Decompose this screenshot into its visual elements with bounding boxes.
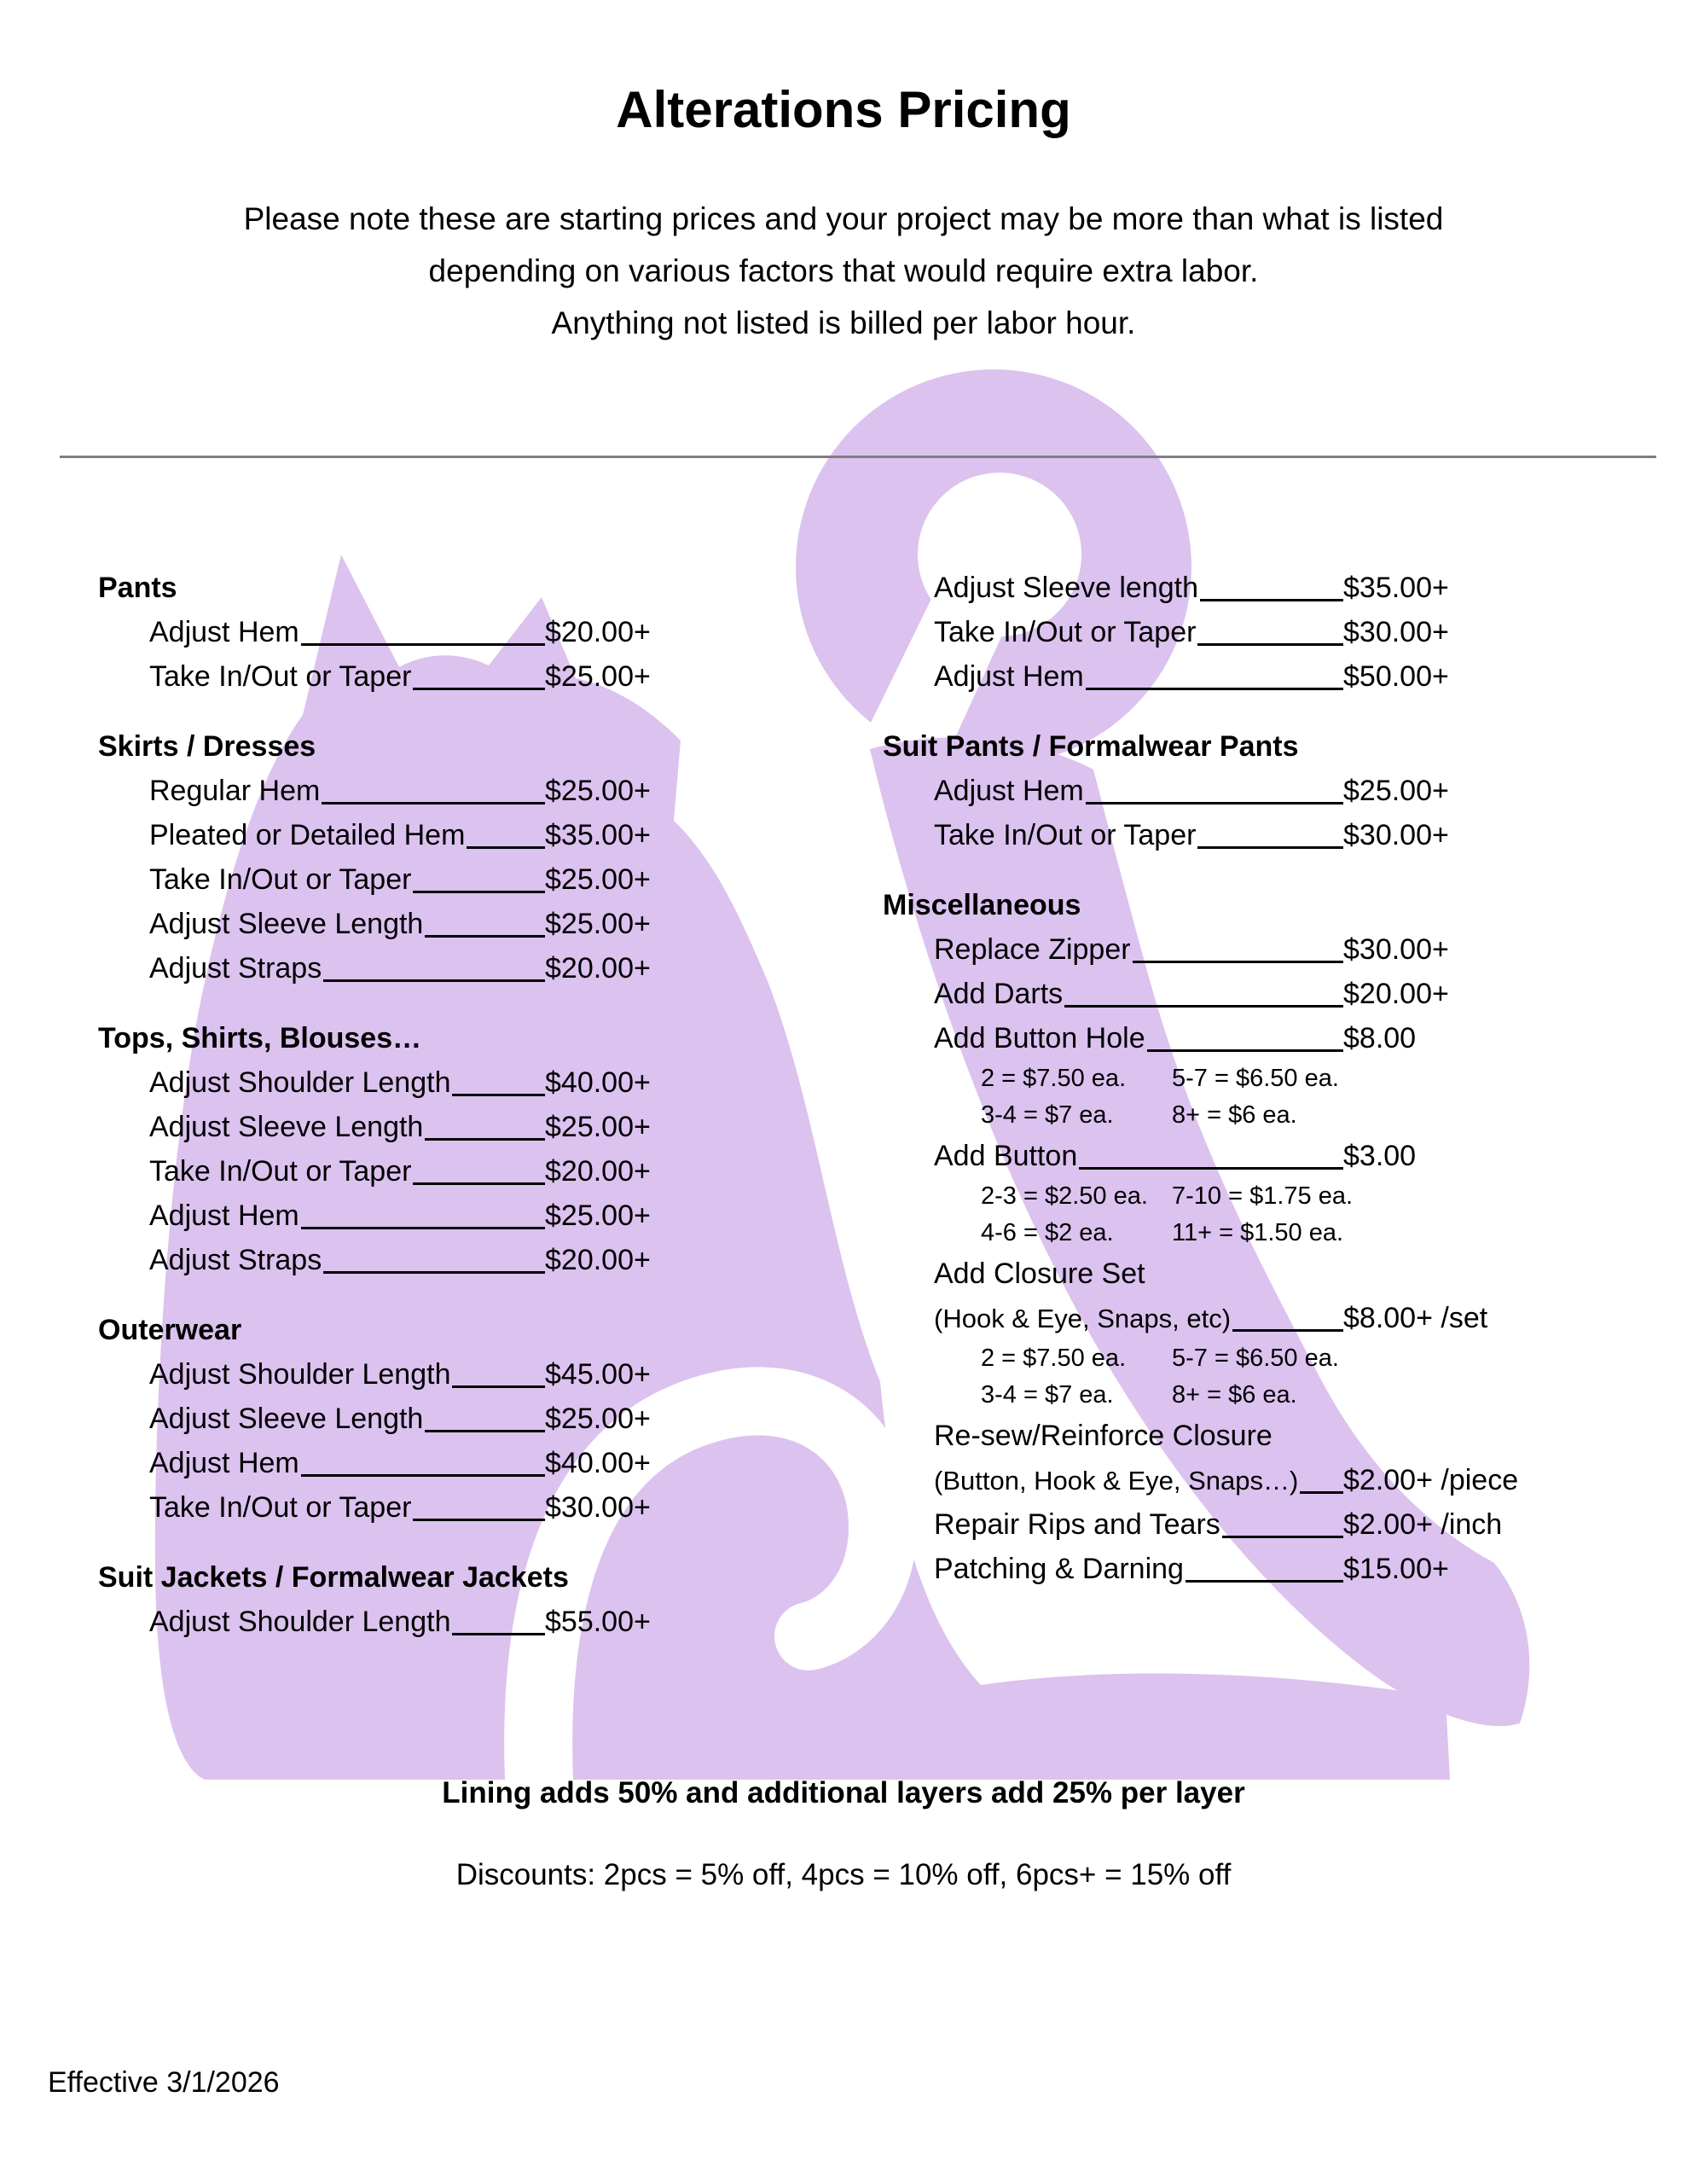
price-row-adjust-hem <box>98 1441 675 1485</box>
lining-note: Lining adds 50% and additional layers add 25% per layer <box>442 1776 1245 1809</box>
price-row-add-button <box>883 1134 1626 1178</box>
underline-leader <box>1200 599 1343 601</box>
price-row-button-hook-eye-snaps <box>883 1458 1626 1502</box>
item-label: Take In/Out or Taper <box>149 1155 412 1188</box>
price-row-pleated-or-detailed-hem <box>98 813 675 857</box>
item-label: Adjust Sleeve Length <box>149 908 424 940</box>
intro-note-line: depending on various factors that would require extra labor. <box>428 253 1259 288</box>
quantity-pricing-row <box>883 1215 1626 1252</box>
item-label: Repair Rips and Tears <box>934 1508 1220 1541</box>
quantity-pricing-row <box>883 1178 1626 1215</box>
section-suit-pants-formalwear-pants <box>883 724 1626 857</box>
section-pants <box>98 566 675 699</box>
price-row-adjust-straps <box>98 946 675 990</box>
quantity-price: 8+ = $6 ea. <box>1172 1381 1297 1409</box>
underline-leader <box>413 688 545 690</box>
item-price: $3.00 <box>1343 1140 1417 1172</box>
item-label: (Hook & Eye, Snaps, etc) <box>934 1304 1232 1333</box>
divider-line <box>60 456 1656 458</box>
item-price: $20.00+ <box>545 1155 651 1188</box>
underline-leader <box>1079 1167 1343 1170</box>
underline-leader <box>323 979 545 982</box>
item-label: Take In/Out or Taper <box>149 1491 412 1524</box>
section-heading: Outerwear <box>98 1314 242 1346</box>
quantity-price: 2 = $7.50 ea. <box>981 1065 1127 1092</box>
underline-leader <box>1086 688 1343 690</box>
price-row-adjust-sleeve-length <box>98 902 675 946</box>
item-price: $8.00 <box>1343 1022 1417 1054</box>
quantity-price: 3-4 = $7 ea. <box>981 1101 1114 1129</box>
item-price: $25.00+ <box>1343 775 1449 807</box>
price-row-take-in-out-or-taper <box>98 1149 675 1194</box>
item-label: Take In/Out or Taper <box>149 863 412 896</box>
item-price: $25.00+ <box>545 1199 651 1232</box>
intro-note-line: Anything not listed is billed per labor hour. <box>551 305 1136 340</box>
price-row-adjust-hem <box>883 769 1626 813</box>
underline-leader <box>1232 1329 1343 1332</box>
item-price: $15.00+ <box>1343 1553 1449 1585</box>
quantity-pricing-row <box>883 1060 1626 1097</box>
item-price: $30.00+ <box>1343 933 1449 966</box>
underline-leader <box>452 1633 545 1635</box>
underline-leader <box>301 1227 545 1229</box>
underline-leader <box>1300 1491 1343 1494</box>
item-price: $30.00+ <box>1343 616 1449 648</box>
item-label: (Button, Hook & Eye, Snaps…) <box>934 1466 1299 1496</box>
price-column-right <box>883 566 1626 1591</box>
item-label: Adjust Shoulder Length <box>149 1606 451 1638</box>
section-heading: Suit Jackets / Formalwear Jackets <box>98 1561 569 1594</box>
section-outerwear <box>98 1308 675 1530</box>
quantity-pricing-row <box>883 1377 1626 1414</box>
underline-leader <box>467 846 545 849</box>
underline-leader <box>413 1182 545 1185</box>
quantity-price: 2-3 = $2.50 ea. <box>981 1182 1148 1210</box>
item-price: $20.00+ <box>545 1244 651 1276</box>
price-row-take-in-out-or-taper <box>98 654 675 699</box>
item-label: Adjust Sleeve length <box>934 572 1198 604</box>
underline-leader <box>425 1138 545 1141</box>
item-label: Adjust Hem <box>934 775 1084 807</box>
price-row-take-in-out-or-taper <box>883 610 1626 654</box>
quantity-price: 11+ = $1.50 ea. <box>1172 1219 1344 1246</box>
quantity-price: 2 = $7.50 ea. <box>981 1345 1127 1372</box>
section-heading: Skirts / Dresses <box>98 730 316 763</box>
underline-leader <box>1133 961 1343 963</box>
quantity-pricing-row <box>883 1340 1626 1377</box>
item-label: Add Closure Set <box>934 1258 1145 1290</box>
price-row-adjust-shoulder-length <box>98 1600 675 1644</box>
price-row-take-in-out-or-taper <box>98 857 675 902</box>
item-label: Adjust Hem <box>934 660 1084 693</box>
underline-leader <box>452 1094 545 1096</box>
item-price: $25.00+ <box>545 775 651 807</box>
discounts-note: Discounts: 2pcs = 5% off, 4pcs = 10% off, 6pcs+ = 15% off <box>455 1858 1232 1891</box>
underline-leader <box>413 891 545 893</box>
item-price: $55.00+ <box>545 1606 651 1638</box>
underline-leader <box>301 1474 545 1477</box>
item-label: Adjust Hem <box>149 616 299 648</box>
item-label: Regular Hem <box>149 775 321 807</box>
item-label: Adjust Shoulder Length <box>149 1358 451 1391</box>
section-heading: Suit Pants / Formalwear Pants <box>883 730 1299 763</box>
item-label: Take In/Out or Taper <box>934 616 1197 648</box>
quantity-pricing-row <box>883 1097 1626 1134</box>
price-row-adjust-sleeve-length <box>98 1397 675 1441</box>
item-price: $50.00+ <box>1343 660 1449 693</box>
price-row-adjust-sleeve-length <box>98 1105 675 1149</box>
price-row-adjust-straps <box>98 1238 675 1282</box>
item-price: $25.00+ <box>545 863 651 896</box>
page-title: Alterations Pricing <box>616 81 1071 138</box>
underline-leader <box>1222 1536 1343 1538</box>
item-price: $2.00+ /inch <box>1343 1508 1503 1541</box>
price-row-repair-rips-and-tears <box>883 1502 1626 1547</box>
section-miscellaneous <box>883 883 1626 1591</box>
item-label: Adjust Hem <box>149 1447 299 1479</box>
underline-leader <box>452 1385 545 1388</box>
price-row-adjust-shoulder-length <box>98 1352 675 1397</box>
price-row-regular-hem <box>98 769 675 813</box>
price-row-adjust-hem <box>98 1194 675 1238</box>
price-column-left <box>98 566 675 1644</box>
quantity-price: 5-7 = $6.50 ea. <box>1172 1345 1339 1372</box>
price-row-adjust-hem <box>883 654 1626 699</box>
price-row-add-button-hole <box>883 1016 1626 1060</box>
intro-note-line: Please note these are starting prices and your project may be more than what is listed <box>243 201 1444 236</box>
section-right-0 <box>883 566 1626 699</box>
item-label: Adjust Sleeve Length <box>149 1111 424 1143</box>
item-label: Replace Zipper <box>934 933 1131 966</box>
section-skirts-dresses <box>98 724 675 990</box>
item-label: Adjust Hem <box>149 1199 299 1232</box>
price-row-patching-darning <box>883 1547 1626 1591</box>
item-label: Add Button <box>934 1140 1078 1172</box>
quantity-price: 7-10 = $1.75 ea. <box>1172 1182 1354 1210</box>
item-price: $20.00+ <box>545 616 651 648</box>
underline-leader <box>425 935 545 938</box>
underline-leader <box>425 1430 545 1432</box>
underline-leader <box>301 643 545 646</box>
underline-leader <box>1186 1580 1343 1583</box>
item-price: $25.00+ <box>545 1403 651 1435</box>
section-heading: Pants <box>98 572 177 604</box>
quantity-price: 8+ = $6 ea. <box>1172 1101 1297 1129</box>
section-tops-shirts-blouses <box>98 1016 675 1282</box>
price-row-take-in-out-or-taper <box>883 813 1626 857</box>
item-price: $25.00+ <box>545 660 651 693</box>
item-price: $40.00+ <box>545 1066 651 1099</box>
quantity-price: 4-6 = $2 ea. <box>981 1219 1114 1246</box>
price-row-adjust-hem <box>98 610 675 654</box>
item-price: $35.00+ <box>1343 572 1449 604</box>
quantity-price: 5-7 = $6.50 ea. <box>1172 1065 1339 1092</box>
underline-leader <box>413 1519 545 1521</box>
item-label: Add Button Hole <box>934 1022 1145 1054</box>
price-row-adjust-shoulder-length <box>98 1060 675 1105</box>
item-price: $30.00+ <box>545 1491 651 1524</box>
item-price: $30.00+ <box>1343 819 1449 851</box>
item-label: Adjust Shoulder Length <box>149 1066 451 1099</box>
underline-leader <box>1064 1005 1343 1008</box>
price-row-add-closure-set <box>883 1252 1626 1296</box>
quantity-price: 3-4 = $7 ea. <box>981 1381 1114 1409</box>
underline-leader <box>1197 643 1343 646</box>
item-label: Pleated or Detailed Hem <box>149 819 466 851</box>
item-label: Adjust Sleeve Length <box>149 1403 424 1435</box>
item-price: $45.00+ <box>545 1358 651 1391</box>
underline-leader <box>1197 846 1343 849</box>
section-suit-jackets-formalwear-jackets <box>98 1555 675 1644</box>
underline-leader <box>323 1271 545 1274</box>
item-price: $2.00+ /piece <box>1343 1464 1519 1496</box>
intro-note <box>0 193 1687 349</box>
underline-leader <box>1086 802 1343 804</box>
effective-date: Effective 3/1/2026 <box>48 2066 280 2099</box>
section-heading: Tops, Shirts, Blouses… <box>98 1022 422 1054</box>
price-row-replace-zipper <box>883 927 1626 972</box>
item-label: Re-sew/Reinforce Closure <box>934 1420 1272 1452</box>
price-row-adjust-sleeve-length <box>883 566 1626 610</box>
section-heading: Miscellaneous <box>883 889 1081 921</box>
item-price: $20.00+ <box>545 952 651 985</box>
item-label: Adjust Straps <box>149 1244 322 1276</box>
item-price: $8.00+ /set <box>1343 1302 1488 1334</box>
item-price: $20.00+ <box>1343 978 1449 1010</box>
item-price: $25.00+ <box>545 908 651 940</box>
underline-leader <box>1147 1049 1343 1052</box>
item-label: Take In/Out or Taper <box>934 819 1197 851</box>
underline-leader <box>322 802 545 804</box>
price-row-hook-eye-snaps-etc <box>883 1296 1626 1340</box>
item-price: $35.00+ <box>545 819 651 851</box>
price-row-take-in-out-or-taper <box>98 1485 675 1530</box>
item-price: $25.00+ <box>545 1111 651 1143</box>
item-price: $40.00+ <box>545 1447 651 1479</box>
price-row-re-sew-reinforce-closure <box>883 1414 1626 1458</box>
price-row-add-darts <box>883 972 1626 1016</box>
item-label: Adjust Straps <box>149 952 322 985</box>
item-label: Take In/Out or Taper <box>149 660 412 693</box>
item-label: Add Darts <box>934 978 1064 1010</box>
item-label: Patching & Darning <box>934 1553 1184 1585</box>
